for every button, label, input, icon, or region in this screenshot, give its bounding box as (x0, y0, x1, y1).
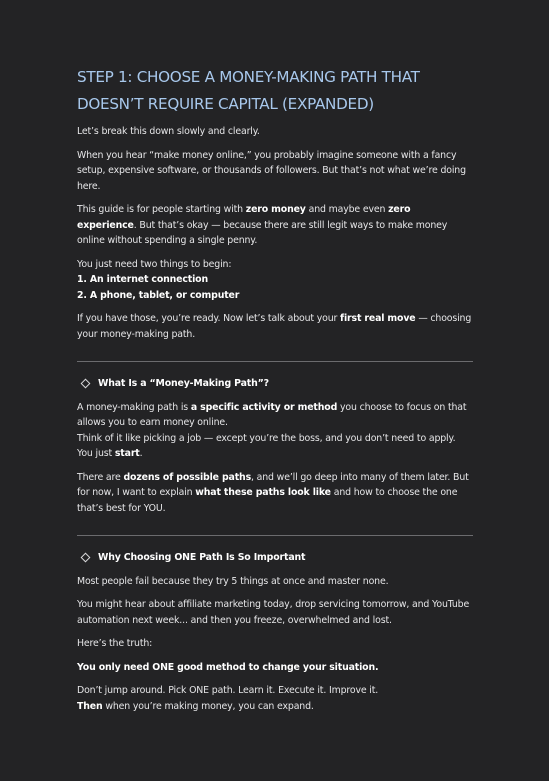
bold-text: zero experience (77, 204, 411, 231)
section2-paragraph-2: You might hear about affiliate marketing today, drop servicing tomorrow, and YouTube automation next week... and then you freeze, overwhelmed and lost. (77, 599, 470, 626)
section2-paragraph-1: Most people fail because they try 5 things at once and master none. (77, 575, 389, 587)
section-heading (77, 550, 473, 566)
diamond-icon (81, 553, 91, 563)
bold-text: dozens of possible paths (123, 471, 251, 483)
document-page (77, 64, 473, 722)
intro-paragraph-2: When you hear “make money online,” you probably imagine someone with a fancy setup, expensive software, or thousands of followers. But that’s not what we’re doing here. (77, 149, 466, 192)
section2-paragraph-3: Here’s the truth: (77, 638, 153, 649)
text-run: A money-making path is (77, 401, 191, 413)
intro-paragraph-5 (77, 311, 473, 342)
section-heading-label: What Is a “Money-Making Path”? (98, 378, 269, 389)
text-run: There are (77, 471, 124, 483)
bold-text: zero money (245, 204, 306, 215)
text-run: , and we’ll go deep into many of them later. But for now, I want to explain (77, 471, 469, 498)
bold-text: what these paths look like (195, 487, 331, 498)
bold-text: first real move (340, 313, 416, 324)
text-run: . (139, 448, 143, 459)
intro-paragraph-3 (77, 202, 473, 249)
bold-text: start (114, 448, 140, 459)
text-run: This guide is for people starting with (77, 204, 246, 215)
requirement-label: 1. An internet connection (77, 274, 208, 285)
bold-text: a specific activity or method (190, 401, 338, 413)
section1-paragraph-2 (77, 431, 473, 462)
text-run: and maybe even (305, 204, 389, 215)
section1-paragraph-3 (77, 470, 473, 517)
section2-paragraph-6 (77, 699, 473, 715)
bold-text: You only need ONE good method to change your situation. (77, 661, 379, 673)
section-heading (77, 376, 473, 392)
bold-text: Then (77, 700, 103, 712)
text-run: If you have those, you’re ready. Now let’s talk about your (77, 313, 341, 324)
text-run: — choosing your money-making path. (77, 313, 472, 340)
section-divider (77, 361, 473, 362)
requirement-item (77, 272, 473, 288)
text-run: when you’re making money, you can expand. (102, 700, 314, 712)
section-heading-label: Why Choosing ONE Path Is So Important (98, 552, 306, 563)
requirement-label: 2. A phone, tablet, or computer (77, 289, 240, 301)
section1-paragraph-1 (77, 400, 473, 431)
page-title: STEP 1: CHOOSE A MONEY-MAKING PATH THAT DOESN’T REQUIRE CAPITAL (EXPANDED) (77, 68, 420, 113)
requirement-item (77, 288, 473, 304)
text-run: Think of it like picking a job — except you’re the boss, and you don’t need to apply. You just (77, 432, 456, 459)
text-run: you choose to focus on that allows you to earn money online. (77, 401, 467, 428)
text-run: and how to choose the one that’s best for YOU. (77, 487, 458, 514)
section2-paragraph-5: Don’t jump around. Pick ONE path. Learn it. Execute it. Improve it. (77, 685, 379, 696)
text-run: . But that’s okay — because there are still legit ways to make money online without spending a single penny. (77, 219, 448, 246)
section2-paragraph-4 (77, 660, 473, 676)
intro-paragraph-4: You just need two things to begin: (77, 258, 232, 270)
section-divider (77, 535, 473, 536)
diamond-icon (81, 379, 91, 389)
intro-paragraph-1: Let’s break this down slowly and clearly. (77, 126, 260, 137)
